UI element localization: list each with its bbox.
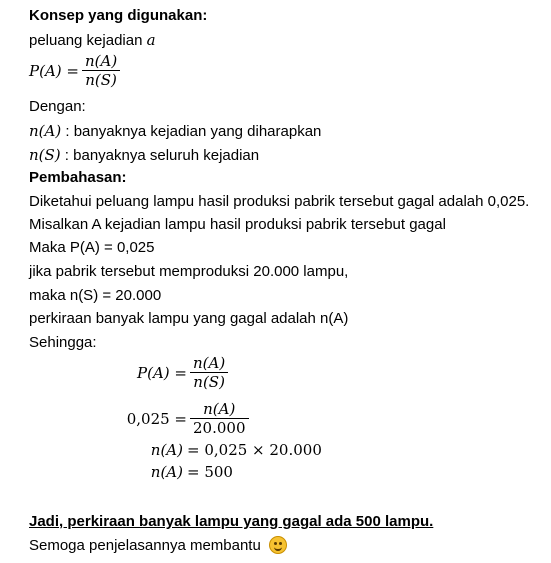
step-3-lhs: n(A)	[150, 441, 183, 459]
step-2-numerator: n(A)	[203, 400, 236, 418]
step-1-equation	[115, 354, 231, 391]
step-4-rhs: = 500	[187, 463, 233, 481]
konsep-formula-denominator: n(S)	[85, 71, 117, 89]
step-4-lhs: n(A)	[150, 463, 183, 481]
konsep-intro-var: a	[146, 31, 156, 49]
step-3-rhs: = 0,025 × 20.000	[187, 441, 322, 459]
pembahasan-line-5: maka n(S) = 20.000	[29, 287, 162, 304]
step-4-equation	[115, 463, 233, 481]
dengan-label: Dengan:	[29, 98, 86, 115]
konsep-heading: Konsep yang digunakan:	[29, 7, 208, 24]
konsep-intro	[29, 30, 156, 51]
pembahasan-line-4: jika pabrik tersebut memproduksi 20.000 lampu,	[29, 263, 349, 280]
smiley-mouth	[274, 545, 282, 551]
step-2-equation	[115, 400, 252, 437]
definition-na	[29, 121, 321, 142]
konsep-formula-lhs: P(A) =	[29, 61, 79, 80]
step-1-lhs: P(A) =	[137, 363, 187, 382]
pembahasan-line-2: Misalkan A kejadian lampu hasil produksi pabrik tersebut gagal	[29, 216, 446, 233]
pembahasan-heading: Pembahasan:	[29, 169, 127, 186]
step-1-denominator: n(S)	[193, 373, 225, 391]
step-2-fraction	[190, 400, 249, 437]
definition-ns-symbol: n(S)	[29, 146, 61, 164]
step-2-denominator: 20.000	[193, 419, 246, 437]
pembahasan-line-3: Maka P(A) = 0,025	[29, 239, 155, 256]
pembahasan-line-1: Diketahui peluang lampu hasil produksi pabrik tersebut gagal adalah 0,025.	[29, 193, 530, 210]
step-3-equation	[115, 441, 322, 459]
konsep-intro-text: peluang kejadian	[29, 32, 147, 49]
konsep-formula-fraction	[82, 52, 120, 89]
step-1-fraction	[190, 354, 228, 391]
step-1-numerator: n(A)	[193, 354, 226, 372]
definition-ns-text: : banyaknya seluruh kejadian	[60, 147, 260, 164]
pembahasan-line-6: perkiraan banyak lampu yang gagal adalah n(A)	[29, 310, 349, 327]
smiley-face-icon	[269, 536, 287, 554]
pembahasan-line-7: Sehingga:	[29, 334, 97, 351]
konsep-formula-numerator: n(A)	[84, 52, 118, 70]
conclusion: Jadi, perkiraan banyak lampu yang gagal ada 500 lampu.	[29, 513, 434, 530]
closing-line	[29, 536, 287, 556]
closing-text: Semoga penjelasannya membantu	[29, 537, 261, 554]
definition-na-text: : banyaknya kejadian yang diharapkan	[61, 123, 322, 140]
step-2-lhs: 0,025 =	[126, 409, 187, 428]
konsep-formula	[29, 52, 123, 89]
definition-ns	[29, 145, 259, 166]
definition-na-symbol: n(A)	[29, 122, 62, 140]
